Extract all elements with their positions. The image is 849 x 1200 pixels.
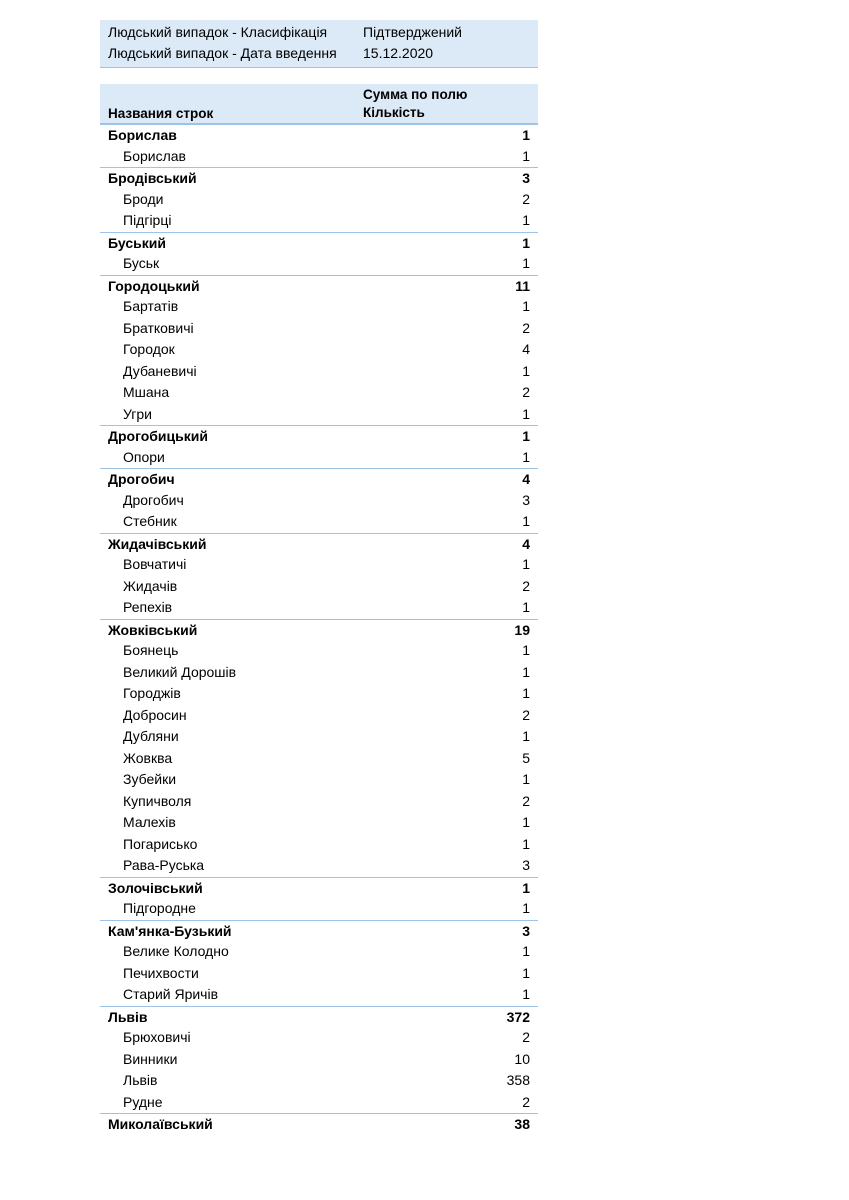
item-name: Старий Яричів (123, 986, 219, 1002)
item-value: 1 (522, 212, 530, 228)
item-row (100, 296, 538, 318)
item-value: 1 (522, 255, 530, 271)
item-value: 1 (522, 964, 530, 981)
item-value: 1 (522, 771, 530, 787)
item-value: 2 (522, 384, 530, 400)
filter-value: Підтверджений (363, 24, 462, 40)
item-row (100, 490, 538, 512)
filter-value: 15.12.2020 (363, 45, 434, 61)
item-name: Зубейки (123, 771, 177, 787)
group-row (100, 232, 538, 254)
item-name: Добросин (123, 706, 187, 723)
item-value: 2 (522, 706, 530, 723)
item-name: Печихвости (123, 964, 199, 981)
item-row (100, 1070, 538, 1092)
group-row (100, 533, 538, 555)
group-row (100, 167, 538, 189)
item-value: 358 (506, 1072, 530, 1088)
group-row (100, 877, 538, 899)
item-name: Винники (123, 1050, 178, 1067)
pivot-header (100, 84, 538, 124)
item-name: Буськ (123, 255, 160, 271)
item-value: 2 (522, 319, 530, 336)
item-name: Жидачів (123, 577, 178, 594)
group-row (100, 619, 538, 641)
group-row (100, 425, 538, 447)
item-value: 10 (514, 1050, 530, 1067)
item-value: 1 (522, 556, 530, 572)
group-name: Бродівський (108, 170, 197, 186)
item-row (100, 748, 538, 770)
group-name: Золочівський (108, 879, 203, 896)
item-name: Велике Колодно (123, 943, 229, 959)
row-labels-header: Названия строк (108, 106, 214, 121)
item-name: Великий Дорошів (123, 663, 237, 680)
item-value: 1 (522, 943, 530, 959)
group-total: 11 (515, 277, 530, 294)
item-name: Бартатів (123, 298, 179, 314)
group-name: Городоцький (108, 277, 200, 294)
item-row (100, 554, 538, 576)
item-row (100, 791, 538, 813)
group-total: 4 (522, 471, 530, 487)
item-value: 5 (522, 749, 530, 766)
filter-classification (100, 22, 538, 43)
item-name: Борислав (123, 147, 186, 164)
item-row (100, 189, 538, 211)
item-value: 2 (522, 1093, 530, 1110)
item-value: 2 (522, 190, 530, 207)
group-total: 19 (514, 621, 530, 638)
item-value: 1 (522, 814, 530, 830)
item-row (100, 1092, 538, 1114)
item-row (100, 984, 538, 1006)
item-value: 1 (522, 513, 530, 529)
item-name: Городок (123, 341, 175, 357)
item-row (100, 1027, 538, 1049)
item-value: 1 (522, 986, 530, 1002)
report-filters (100, 20, 538, 68)
item-name: Вовчатичі (123, 556, 187, 572)
group-total: 1 (522, 127, 530, 143)
item-value: 2 (522, 1029, 530, 1045)
item-name: Броди (123, 190, 164, 207)
item-name: Угри (123, 405, 152, 422)
item-value: 2 (522, 792, 530, 809)
item-row (100, 339, 538, 361)
group-row (100, 1113, 538, 1135)
item-row (100, 210, 538, 232)
group-total: 372 (506, 1008, 530, 1025)
item-name: Купичволя (123, 792, 192, 809)
item-name: Стебник (123, 513, 177, 529)
group-name: Борислав (108, 127, 177, 143)
sum-header-line2: Кількість (363, 105, 425, 120)
item-row (100, 769, 538, 791)
item-row (100, 726, 538, 748)
item-row (100, 146, 538, 168)
group-name: Жидачівський (108, 535, 207, 552)
group-row (100, 920, 538, 942)
item-row (100, 662, 538, 684)
item-name: Жовква (123, 749, 173, 766)
group-total: 1 (522, 428, 530, 444)
item-value: 1 (522, 147, 530, 164)
item-name: Брюховичі (123, 1029, 191, 1045)
item-name: Братковичі (123, 319, 194, 336)
item-name: Рудне (123, 1093, 163, 1110)
group-name: Львів (108, 1008, 148, 1025)
item-value: 1 (522, 448, 530, 465)
item-name: Боянець (123, 642, 179, 658)
item-row (100, 855, 538, 877)
item-value: 4 (522, 341, 530, 357)
item-row (100, 834, 538, 856)
item-value: 1 (522, 835, 530, 852)
item-name: Дубаневичі (123, 362, 197, 379)
group-row (100, 1006, 538, 1028)
item-name: Городжів (123, 685, 181, 701)
item-name: Опори (123, 448, 165, 465)
item-name: Підгородне (123, 900, 196, 916)
item-value: 1 (522, 900, 530, 916)
item-row (100, 898, 538, 920)
item-value: 1 (522, 599, 530, 615)
item-row (100, 597, 538, 619)
item-row (100, 640, 538, 662)
item-row (100, 511, 538, 533)
item-value: 1 (522, 663, 530, 680)
group-name: Жовківський (108, 621, 198, 638)
item-row (100, 447, 538, 469)
group-name: Буський (108, 234, 166, 251)
item-row (100, 963, 538, 985)
item-row (100, 576, 538, 598)
item-name: Рава-Руська (123, 857, 205, 873)
group-total: 38 (514, 1116, 530, 1132)
item-name: Погарисько (123, 835, 198, 852)
item-name: Львів (123, 1072, 158, 1088)
sum-header (363, 84, 467, 123)
item-value: 3 (522, 491, 530, 508)
item-name: Підгірці (123, 212, 172, 228)
pivot-table (100, 84, 538, 1135)
item-value: 1 (522, 405, 530, 422)
item-row (100, 812, 538, 834)
item-row (100, 318, 538, 340)
item-value: 1 (522, 362, 530, 379)
group-total: 4 (522, 535, 530, 552)
group-name: Миколаївський (108, 1116, 213, 1132)
filter-label: Людський випадок - Класифікація (108, 24, 328, 40)
group-name: Дрогобицький (108, 428, 208, 444)
sum-header-line1: Сумма по полю (363, 87, 468, 102)
item-row (100, 941, 538, 963)
group-total: 3 (522, 922, 530, 939)
group-row (100, 124, 538, 146)
group-name: Кам'янка-Бузький (108, 922, 232, 939)
item-value: 2 (522, 577, 530, 594)
group-row (100, 275, 538, 297)
filter-entry-date (100, 43, 538, 64)
item-value: 3 (522, 857, 530, 873)
group-total: 1 (522, 879, 530, 896)
item-row (100, 361, 538, 383)
group-name: Дрогобич (108, 471, 175, 487)
item-name: Малехів (123, 814, 176, 830)
item-row (100, 382, 538, 404)
item-row (100, 1049, 538, 1071)
item-row (100, 705, 538, 727)
item-name: Дрогобич (123, 491, 184, 508)
item-name: Репехів (123, 599, 173, 615)
item-row (100, 683, 538, 705)
item-value: 1 (522, 685, 530, 701)
filter-label: Людський випадок - Дата введення (108, 45, 337, 61)
item-value: 1 (522, 642, 530, 658)
item-row (100, 253, 538, 275)
item-name: Мшана (123, 384, 170, 400)
item-value: 1 (522, 298, 530, 314)
item-row (100, 404, 538, 426)
group-total: 1 (522, 234, 530, 251)
pivot-body (100, 124, 538, 1135)
item-value: 1 (522, 728, 530, 744)
item-name: Дубляни (123, 728, 179, 744)
group-row (100, 468, 538, 490)
group-total: 3 (522, 170, 530, 186)
